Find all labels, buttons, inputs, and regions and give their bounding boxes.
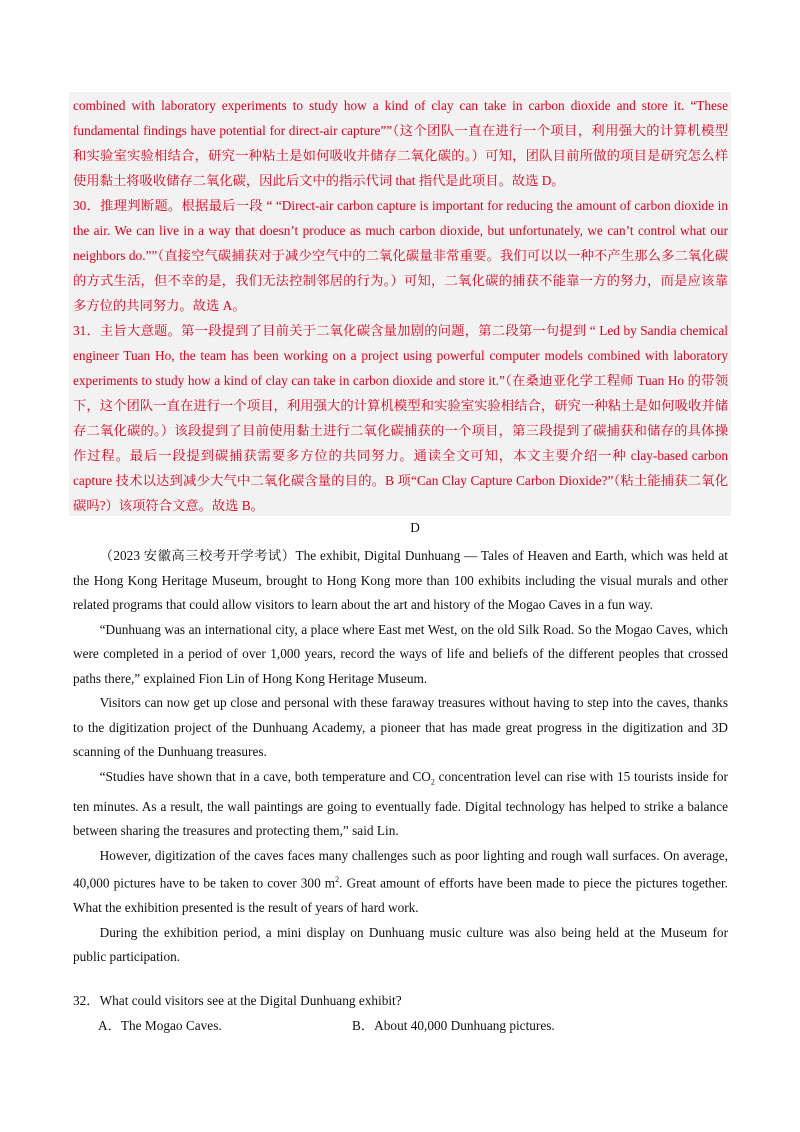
passage-paragraph-6: During the exhibition period, a mini display on Dunhuang music culture was also being held at the Museum for public participation. — [73, 924, 728, 965]
answer-paragraph-30: 30．推理判断题。根据最后一段 “ “Direct-air carbon capture is important for reducing the amount of carbon dioxide in the air. We can live in a way that doesn’t produce as much carbon dioxide, but unfortunately, we can’t control what our neighbors do.””（直接空气碳捕获对于减少空气中的二氧化碳量非常重要。我们可以以一种不产生那么多二氧化碳的方式生活，但不幸的是，我们无法控制邻居的行为。）可知，二氧化碳的捕获不能靠一方的努力，而是应该靠多方位的共同努力。故选 A。 — [73, 198, 728, 313]
area-superscript: 2 — [335, 875, 340, 885]
passage-paragraph-3: Visitors can now get up close and personal with these faraway treasures without having to step into the caves, thanks to the digitization project of the Dunhuang Academy, a pioneer that has made great progress in the digitization and 3D scanning of the Dunhuang treasures. — [73, 695, 728, 759]
passage-paragraph-2: “Dunhuang was an international city, a place where East met West, on the old Silk Road. So the Mogao Caves, which were completed in a period of over 1,000 years, record the ways of life and beliefs of the different peoples that crossed paths there,” explained Fion Lin of Hong Kong Heritage Museum. — [73, 621, 728, 686]
p4-text-a: “Studies have shown that in a cave, both temperature and CO — [99, 768, 431, 784]
answer-paragraph-31: 31．主旨大意题。第一段提到了目前关于二氧化碳含量加剧的问题，第二段第一句提到 “ Led by Sandia chemical engineer Tuan Ho, the team has been working on a project using powerful computer models combined with laboratory experiments to study how a kind of clay can take in carbon dioxide and store it.”（在桑迪亚化学工程师 Tuan Ho 的带领下，这个团队一直在进行一个项目，利用强大的计算机模型和实验室实验相结合，研究一种粘土是如何吸收并储存二氧化碳的。）该段提到了目前使用黏土进行二氧化碳捕获的一个项目，第三段提到了碳捕获和储存的具体操作过程。最后一段提到碳捕获需要多方位的共同努力。通读全文可知，本文主要介绍一种 clay-based carbon capture 技术以达到减少大气中二氧化碳含量的目的。B 项“Can Clay Capture Carbon Dioxide?”（粘土能捕获二氧化碳吗?）该项符合文意。故选 B。 — [73, 323, 728, 513]
question-32-stem: 32．What could visitors see at the Digital Dunhuang exhibit? — [73, 993, 402, 1008]
reading-passage — [73, 544, 728, 970]
answer-paragraph-29: combined with laboratory experiments to study how a kind of clay can take in carbon dioxide and store it. “These fundamental findings have potential for direct-air capture””（这个团队一直在进行一个项目，利用强大的计算机模型和实验室实验相结合，研究一种粘土是如何吸收并储存二氧化碳的。）可知，团队目前所做的项目是研究怎么样使用黏土将吸收储存二氧化碳，因此后文中的指示代词 that 指代是此项目。故选 D。 — [73, 98, 728, 188]
p4-text-b: concentration level can rise with 15 tourists inside for ten minutes. As a result, the wall paintings are going to eventually fade. Digital technology has helped to strike a balance between sharing the treasures and protecting them,” said Lin. — [73, 768, 728, 839]
section-letter: D — [410, 520, 420, 535]
co2-subscript: 2 — [430, 777, 435, 787]
question-32-option-a[interactable]: A．The Mogao Caves. — [98, 1018, 222, 1033]
question-32-option-b[interactable]: B．About 40,000 Dunhuang pictures. — [352, 1018, 555, 1033]
passage-paragraph-4 — [73, 765, 728, 844]
answer-explanations — [73, 93, 728, 518]
passage-paragraph-5 — [73, 844, 728, 921]
p5-text-a: However, digitization of the caves faces many challenges such as poor lighting and rough wall surfaces. On average, 40,000 pictures have to be taken to cover 300 m — [73, 847, 728, 891]
p5-text-b: . Great amount of efforts have been made to piece the pictures together. What the exhibition presented is the result of years of hard work. — [73, 875, 728, 916]
passage-paragraph-1: （2023 安徽高三校考开学考试）The exhibit, Digital Dunhuang — Tales of Heaven and Earth, which was held at the Hong Kong Heritage Museum, brought to Hong Kong more than 100 exhibits including the visual murals and other related programs that could allow visitors to learn about the art and history of the Mogao Caves in a fun way. — [73, 548, 728, 612]
